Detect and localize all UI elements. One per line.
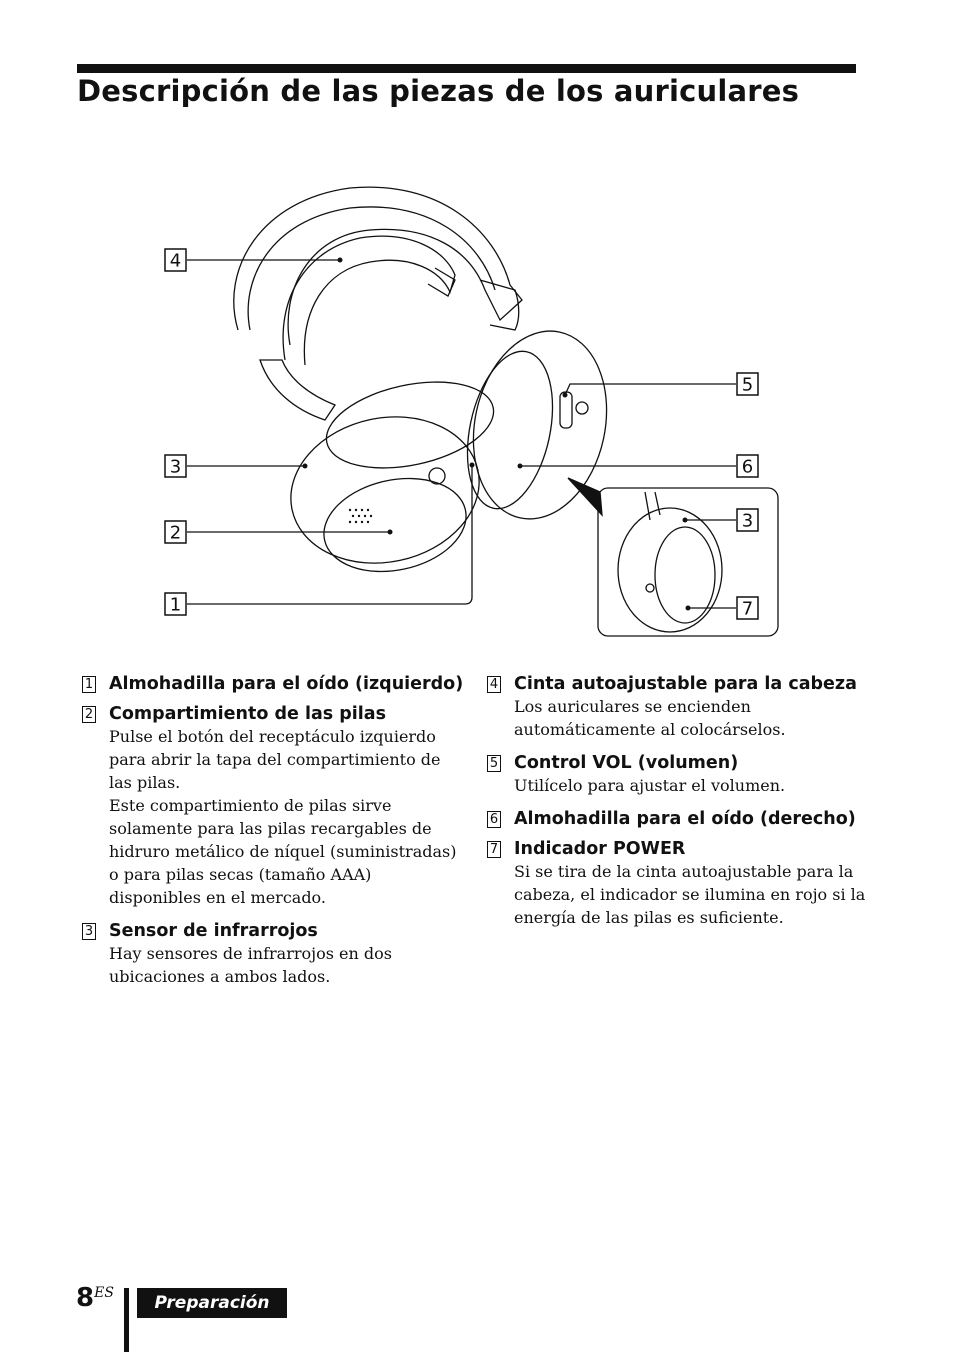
part-number: 3	[82, 923, 96, 940]
part-description-paragraph: Si se tira de la cinta autoajustable para la cabeza, el indicador se ilumina en rojo si la energía de las pilas es suficiente.	[514, 862, 866, 927]
parts-list-right	[487, 670, 867, 937]
page-number-value: 8	[76, 1283, 95, 1313]
speaker-grille	[349, 509, 372, 523]
callout-5-label: 5	[741, 374, 754, 396]
callout-2-label: 2	[169, 522, 182, 544]
part-item	[487, 835, 867, 929]
part-title: Cinta autoajustable para la cabeza	[514, 674, 857, 694]
part-description	[109, 942, 462, 988]
adjusting-band	[283, 236, 455, 365]
part-title: Compartimiento de las pilas	[109, 704, 387, 724]
callout-4	[165, 249, 186, 272]
part-item-head	[487, 835, 867, 863]
callout-3-label: 3	[169, 456, 182, 478]
callout-6	[737, 455, 758, 478]
callout-3	[165, 455, 186, 478]
callout-7-label: 7	[741, 598, 754, 620]
page-number	[76, 1283, 114, 1313]
part-description	[109, 725, 462, 909]
part-description-paragraph: Pulse el botón del receptáculo izquierdo para abrir la tapa del compartimiento de las pilas.	[109, 727, 441, 792]
part-description-paragraph: Este compartimiento de pilas sirve solamente para las pilas recargables de hidruro metálico de níquel (suministradas) o para pilas secas (tamaño AAA) disponibles en el mercado.	[109, 796, 457, 907]
callout-1	[165, 593, 186, 616]
right-ir-sensor-icon	[576, 402, 588, 414]
callout-6-label: 6	[741, 456, 754, 478]
part-description-paragraph: Hay sensores de infrarrojos en dos ubicaciones a ambos lados.	[109, 944, 392, 986]
part-title: Almohadilla para el oído (derecho)	[514, 809, 856, 829]
part-number: 7	[487, 841, 501, 858]
section-tab: Preparación	[137, 1288, 287, 1318]
headphones-illustration	[150, 180, 790, 650]
callout-7	[737, 597, 758, 620]
callout-inset-3	[737, 509, 758, 532]
leader-1	[187, 465, 472, 604]
part-item	[82, 917, 462, 988]
inset-yoke	[645, 492, 660, 520]
part-description-paragraph: Utilícelo para ajustar el volumen.	[514, 776, 786, 795]
part-title: Sensor de infrarrojos	[109, 921, 318, 941]
part-item	[487, 805, 867, 833]
part-item-head	[82, 917, 462, 945]
part-number: 2	[82, 706, 96, 723]
part-number: 1	[82, 676, 96, 693]
part-item	[487, 749, 867, 797]
page-title: Descripción de las piezas de los auriculares	[77, 74, 800, 108]
callout-5	[737, 373, 758, 396]
footer-bar	[124, 1288, 129, 1352]
part-description	[514, 695, 867, 741]
leader-5	[565, 384, 736, 395]
callout-1-label: 1	[169, 594, 182, 616]
part-item-head	[487, 670, 867, 698]
part-item-head	[487, 805, 867, 833]
part-number: 4	[487, 676, 501, 693]
right-ear-pad	[454, 343, 566, 516]
part-number: 6	[487, 811, 501, 828]
left-yoke	[260, 360, 335, 420]
part-title: Almohadilla para el oído (izquierdo)	[109, 674, 464, 694]
left-ir-sensor-icon	[429, 468, 445, 484]
part-description-paragraph: Los auriculares se encienden automáticamente al colocárselos.	[514, 697, 786, 739]
part-item-head	[82, 670, 462, 698]
inset-power-indicator	[646, 584, 654, 592]
callout-4-label: 4	[169, 250, 182, 272]
part-title: Control VOL (volumen)	[514, 753, 739, 773]
part-item	[82, 700, 462, 909]
top-rule	[77, 64, 856, 73]
headphones-diagram	[150, 180, 790, 650]
parts-list-left	[82, 670, 462, 996]
part-description	[514, 860, 867, 929]
part-number: 5	[487, 755, 501, 772]
callout-inset-3-label: 3	[741, 510, 754, 532]
part-title: Indicador POWER	[514, 839, 686, 859]
part-item-head	[82, 700, 462, 728]
part-item	[82, 670, 462, 698]
part-item-head	[487, 749, 867, 777]
part-description	[514, 774, 867, 797]
left-ear-cup	[277, 400, 493, 580]
battery-compartment	[315, 466, 475, 584]
inset-ear-cup	[618, 508, 722, 632]
callout-2	[165, 521, 186, 544]
right-yoke	[480, 280, 519, 330]
vol-control	[560, 392, 572, 428]
part-item	[487, 670, 867, 741]
headband-outer	[234, 187, 522, 345]
page-number-suffix: ES	[94, 1285, 114, 1301]
